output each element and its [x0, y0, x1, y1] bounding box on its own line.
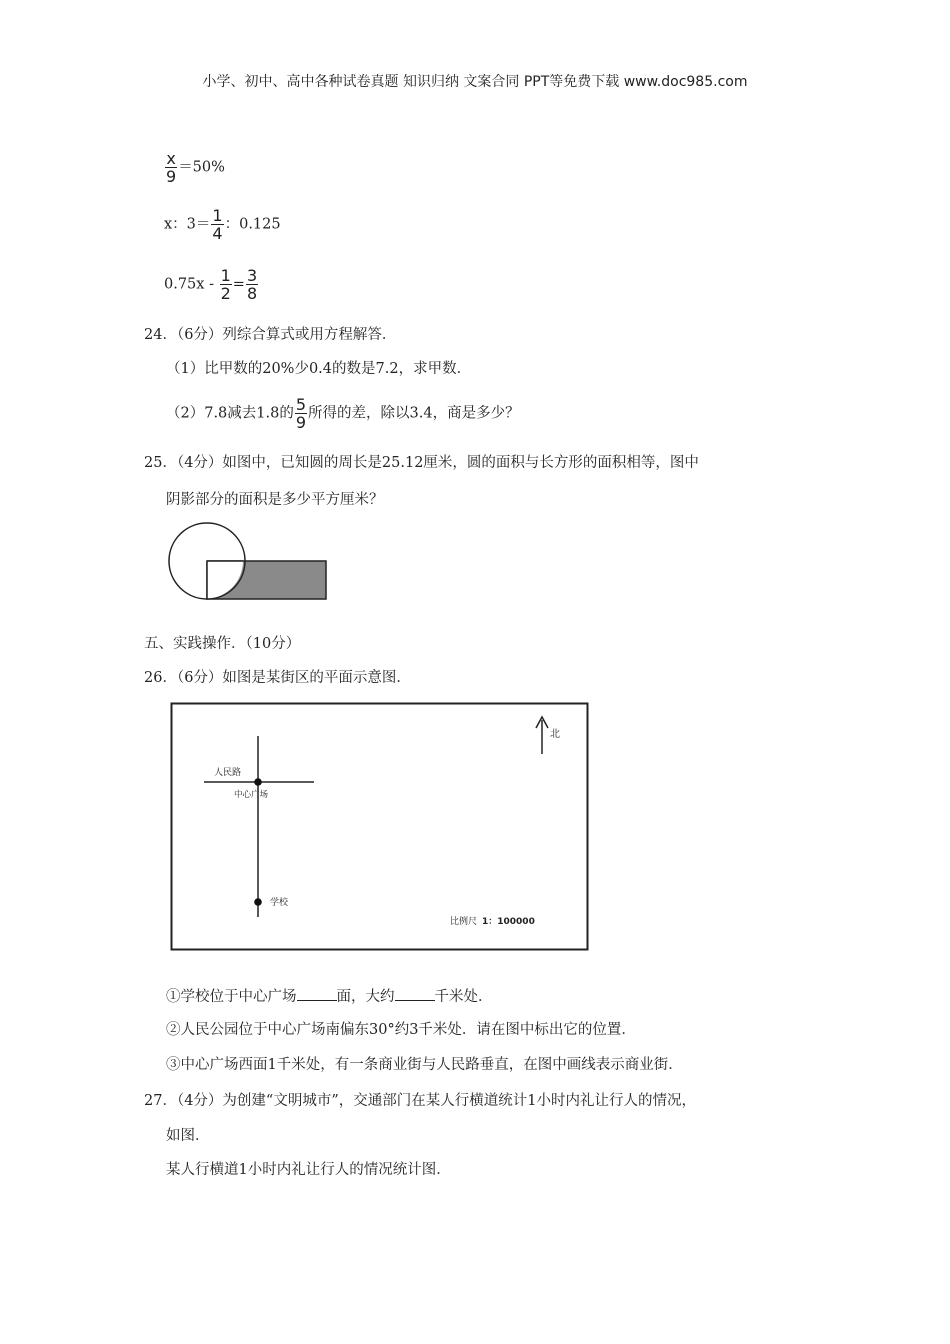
q24-part2: （2）7.8减去1.8的 $\frac{5}{9}$ 所得的差，除以3.4，商是多少？ — [166, 395, 520, 432]
q26-sub2: ②人民公园位于中心广场南偏东30°约3千米处．请在图中标出它的位置． — [166, 1022, 636, 1038]
q25-line2: 阴影部分的面积是多少平方厘米？ — [166, 492, 384, 508]
central-square-dot — [254, 778, 262, 786]
q27-line3: 某人行横道1小时内礼让行人的情况统计图． — [166, 1162, 451, 1178]
q24-part1: （1）比甲数的20%少0.4的数是7.2，求甲数． — [166, 361, 472, 377]
scale-value: 1：100000 — [482, 917, 535, 927]
q26-sub1: ①学校位于中心广场 面，大约 千米处． — [166, 986, 493, 1007]
answer-blank[interactable] — [297, 986, 337, 1001]
equation-3: 0.75x - $\frac{1}{2}$ = $\frac{3}{8}$ — [164, 266, 258, 303]
fraction: $\frac{1}{4}$ — [212, 206, 223, 243]
page-header: 小学、初中、高中各种试卷真题 知识归纳 文案合同 PPT等免费下载 www.doc985.com — [202, 74, 748, 90]
school-label: 学校 — [270, 898, 289, 908]
fraction: $\frac{5}{9}$ — [295, 395, 307, 432]
q27-line1: 27．（4分）为创建“文明城市”，交通部门在某人行横道统计1小时内礼让行人的情况， — [144, 1093, 696, 1109]
north-label: 北 — [550, 729, 560, 740]
street-map — [170, 702, 590, 952]
equation-2: x：3＝ $\frac{1}{4}$ ：0.125 — [164, 206, 281, 243]
map-border — [172, 704, 588, 950]
q27-line2: 如图． — [166, 1128, 210, 1144]
fraction: $\frac{x}{9}$ — [166, 149, 177, 186]
equation-1: $\frac{x}{9}$ ＝50% — [166, 149, 225, 186]
q25-line1: 25．（4分）如图中，已知圆的周长是25.12厘米，圆的面积与长方形的面积相等，图中 — [144, 455, 699, 471]
q26-title: 26．（6分）如图是某街区的平面示意图． — [144, 670, 411, 686]
scale-label: 比例尺 — [450, 917, 478, 927]
fraction: $\frac{1}{2}$ — [220, 266, 231, 303]
section-5-title: 五、实践操作．（10分） — [144, 636, 301, 652]
q24-title: 24．（6分）列综合算式或用方程解答． — [144, 327, 397, 343]
q26-sub3: ③中心广场西面1千米处，有一条商业街与人民路垂直，在图中画线表示商业街． — [166, 1057, 683, 1073]
answer-blank[interactable] — [395, 986, 435, 1001]
fraction: $\frac{3}{8}$ — [246, 266, 258, 303]
circle-rectangle-figure — [160, 515, 335, 610]
renmin-road-label: 人民路 — [214, 768, 242, 778]
central-square-label: 中心广场 — [234, 790, 269, 800]
school-dot — [254, 898, 262, 906]
